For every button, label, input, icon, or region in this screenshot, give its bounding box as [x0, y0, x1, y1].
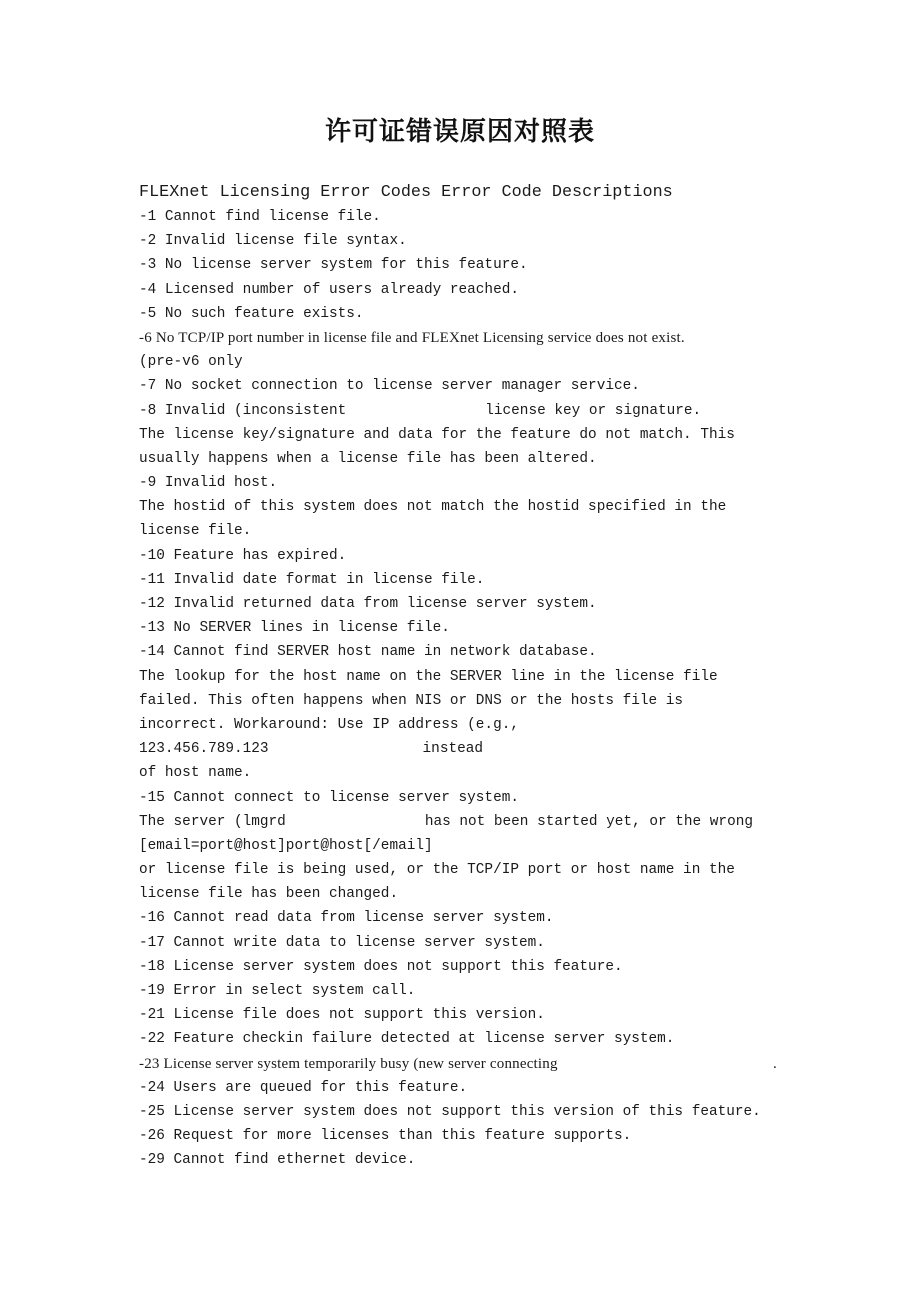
description-line: license file has been changed. [139, 886, 399, 903]
description-line: usually happens when a license file has been altered. [139, 450, 597, 467]
error-line: -10 Feature has expired. [139, 547, 347, 564]
error-line: -15 Cannot connect to license server system. [139, 789, 519, 806]
error-line: -12 Invalid returned data from license server system. [139, 596, 597, 612]
error-line: -16 Cannot read data from license server system. [139, 910, 554, 927]
section-heading: FLEXnet Licensing Error Codes Error Code Descriptions [139, 183, 673, 202]
error-line-part: -23 License server system temporarily busy (new server connecting [139, 1055, 558, 1072]
document-body [139, 181, 799, 1173]
description-line: The hostid of this system does not match the hostid specified in the [139, 499, 727, 516]
error-line-part: . [773, 1055, 777, 1072]
error-line: -13 No SERVER lines in license file. [139, 620, 450, 637]
error-line: -22 Feature checkin failure detected at license server system. [139, 1031, 675, 1048]
description-line: The license key/signature and data for the feature do not match. This [139, 426, 735, 443]
error-line: -25 License server system does not support this version of this feature. [139, 1103, 761, 1120]
description-line: license file. [139, 523, 252, 540]
error-line: (pre-v6 only [139, 354, 243, 371]
error-line: -5 No such feature exists. [139, 305, 364, 322]
error-line: -17 Cannot write data to license server system. [139, 934, 545, 951]
description-line: [email=port@host]port@host[/email] [139, 837, 433, 854]
error-line: -3 No license server system for this feature. [139, 257, 528, 274]
error-line: -1 Cannot find license file. [139, 209, 381, 225]
description-line-part: 123.456.789.123 [139, 741, 269, 758]
description-line: incorrect. Workaround: Use IP address (e.g., [139, 716, 519, 733]
error-line: -19 Error in select system call. [139, 983, 416, 999]
error-line-part: -8 Invalid (inconsistent [139, 402, 347, 419]
description-line-part: has not been started yet, or the wrong [424, 813, 753, 830]
error-line: -6 No TCP/IP port number in license file and FLEXnet Licensing service does not exist. [139, 329, 685, 346]
error-line: -11 Invalid date format in license file. [139, 571, 485, 588]
error-line: -2 Invalid license file syntax. [139, 233, 407, 250]
description-line: failed. This often happens when NIS or DNS or the hosts file is [139, 692, 684, 709]
error-line [139, 399, 799, 423]
error-line [139, 1052, 799, 1076]
error-line: -24 Users are queued for this feature. [139, 1079, 468, 1096]
description-line: The lookup for the host name on the SERVER line in the license file [139, 668, 718, 685]
error-line: -14 Cannot find SERVER host name in network database. [139, 644, 597, 661]
description-line-part: instead [422, 741, 483, 758]
error-line: -29 Cannot find ethernet device. [139, 1152, 416, 1169]
error-line: -9 Invalid host. [139, 475, 278, 492]
document-title: 许可证错误原因对照表 [324, 117, 595, 147]
description-line: of host name. [139, 765, 252, 782]
error-line-part: license key or signature. [485, 402, 702, 419]
description-line [139, 810, 799, 834]
description-line [139, 737, 799, 761]
error-line: -26 Request for more licenses than this feature supports. [139, 1128, 632, 1145]
error-line: -7 No socket connection to license server manager service. [139, 378, 640, 395]
description-line-part: The server (lmgrd [139, 813, 286, 830]
description-line: or license file is being used, or the TCP/IP port or host name in the [139, 862, 735, 879]
error-line: -21 License file does not support this version. [139, 1007, 545, 1024]
error-line: -4 Licensed number of users already reached. [139, 281, 519, 298]
error-line: -18 License server system does not support this feature. [139, 958, 623, 975]
